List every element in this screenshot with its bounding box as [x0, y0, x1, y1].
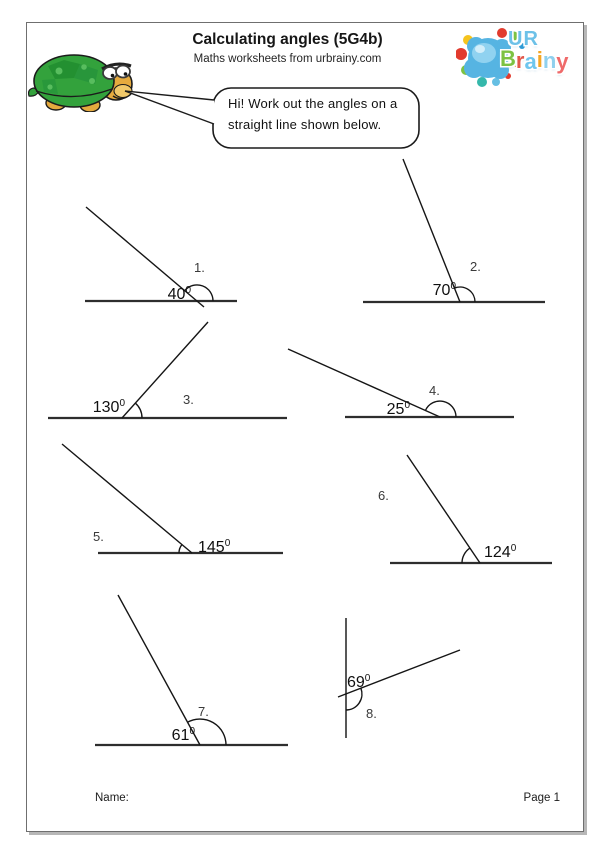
problem-number: 6.: [378, 488, 389, 503]
angle-problem-3: [48, 322, 287, 418]
angle-ray: [288, 349, 440, 417]
given-angle-label: $61^0$: [171, 726, 195, 744]
problem-number: 4.: [429, 383, 440, 398]
given-angle-label: $40^0$: [167, 285, 191, 303]
footer-page-number: Page 1: [523, 792, 560, 804]
angle-arc: [135, 403, 142, 418]
problem-number: 1.: [194, 260, 205, 275]
angle-ray: [407, 455, 480, 563]
problem-number: 7.: [198, 704, 209, 719]
logo-letter: i: [536, 47, 543, 72]
angle-arc: [179, 545, 182, 553]
page-title: Calculating angles (5G4b): [192, 31, 383, 48]
given-angle-label: $69^0$: [347, 673, 371, 691]
speech-bubble-text-line1: Hi! Work out the angles on a: [228, 96, 398, 111]
given-angle-label: $25^0$: [386, 400, 410, 418]
angle-problem-7: [95, 595, 288, 745]
angle-arc: [462, 548, 470, 563]
logo-letter: B: [500, 46, 516, 71]
given-angle-label: $124^0$: [484, 543, 517, 561]
page-subtitle: Maths worksheets from urbrainy.com: [193, 53, 382, 65]
angle-problem-4: [288, 349, 514, 418]
given-angle-label: $70^0$: [432, 281, 456, 299]
angle-problem-6: [378, 455, 552, 563]
given-angle-label: $145^0$: [198, 538, 231, 556]
angle-problem-2: [363, 159, 545, 302]
angle-problem-5: [62, 444, 283, 556]
angle-problem-1: [85, 207, 237, 307]
footer-name-label: Name:: [95, 792, 129, 804]
problem-number: 2.: [470, 259, 481, 274]
logo-letter: n: [542, 48, 557, 73]
angle-ray: [122, 322, 208, 418]
problem-number: 3.: [183, 392, 194, 407]
angle-ray: [62, 444, 192, 553]
logo-letter: y: [556, 49, 569, 74]
angle-problem-8: [338, 618, 460, 738]
logo-letter: a: [524, 49, 537, 74]
problem-number: 8.: [366, 706, 377, 721]
speech-bubble-text-line2: straight line shown below.: [228, 117, 382, 132]
logo-letter: r: [515, 48, 525, 73]
angle-arc: [425, 401, 456, 417]
logo-text-ur: UR: [508, 28, 539, 50]
problem-number: 5.: [93, 529, 104, 544]
given-angle-label: $130^0$: [92, 398, 125, 416]
